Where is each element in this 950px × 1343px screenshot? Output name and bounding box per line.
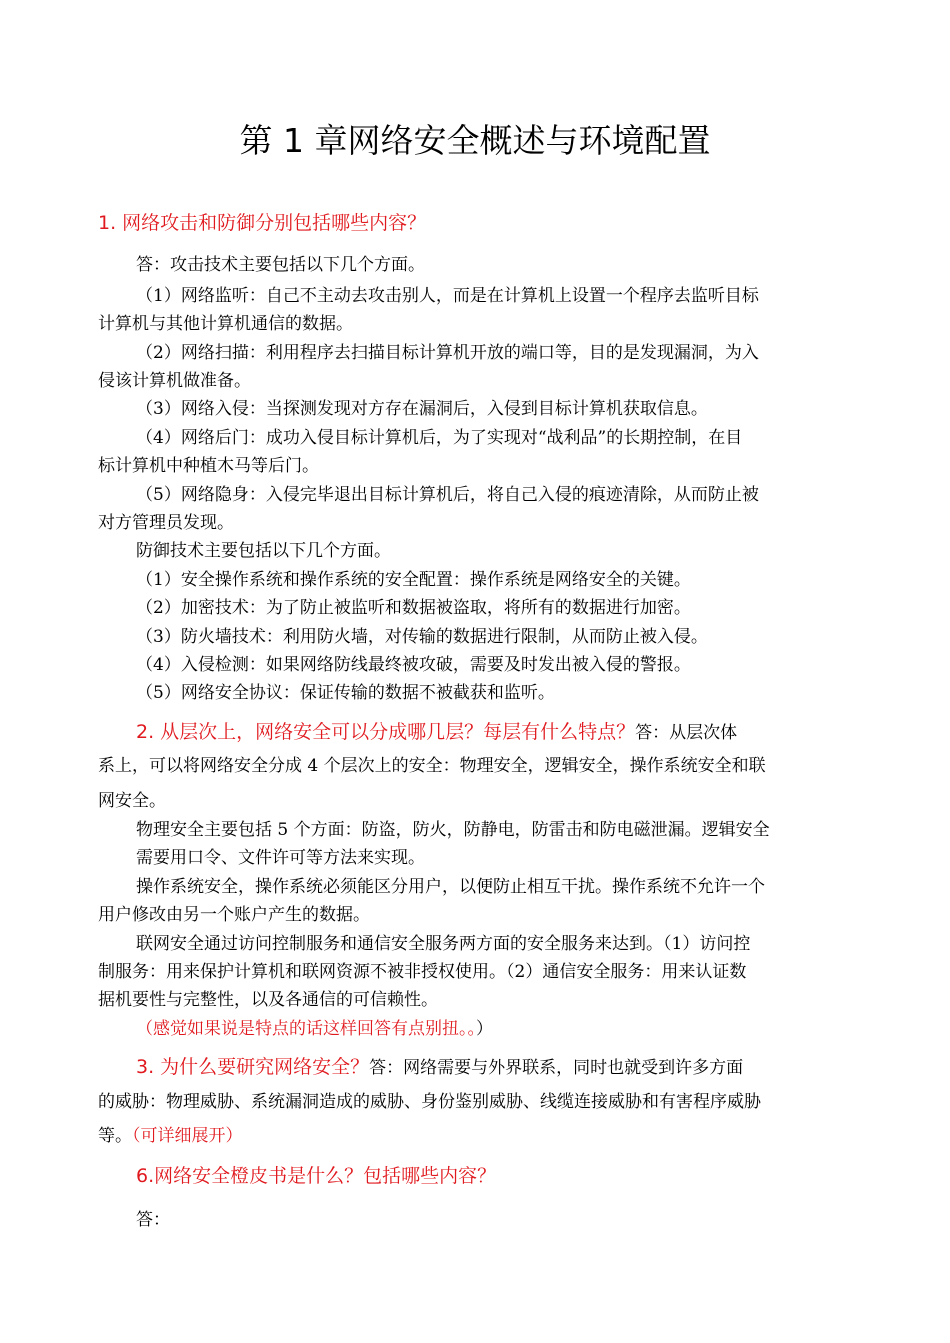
attack-item-5-cont: 对方管理员发现。 bbox=[98, 513, 234, 533]
defense-intro: 防御技术主要包括以下几个方面。 bbox=[136, 541, 391, 561]
question-3-answer-line-2: 的威胁：物理威胁、系统漏洞造成的威胁、身份鉴别威胁、线缆连接威胁和有害程序威胁 bbox=[98, 1092, 761, 1112]
question-2-answer-line-3: 网安全。 bbox=[98, 791, 166, 811]
attack-item-5: （5）网络隐身：入侵完毕退出目标计算机后，将自己入侵的痕迹清除，从而防止被 bbox=[136, 485, 759, 505]
defense-item-4: （4）入侵检测：如果网络防线最终被攻破，需要及时发出被入侵的警报。 bbox=[136, 655, 691, 675]
network-security-para-cont1: 制服务：用来保护计算机和联网资源不被非授权使用。（2）通信安全服务：用来认证数 bbox=[98, 962, 747, 982]
os-security-para: 操作系统安全，操作系统必须能区分用户，以便防止相互干扰。操作系统不允许一个 bbox=[136, 877, 765, 897]
network-security-para-cont2: 据机要性与完整性，以及各通信的可信赖性。 bbox=[98, 990, 438, 1010]
question-3-note: （可详细展开） bbox=[132, 1126, 243, 1146]
question-3-answer-start: 答：网络需要与外界联系，同时也就受到许多方面 bbox=[369, 1058, 744, 1078]
q2-note bbox=[136, 1016, 493, 1042]
attack-item-2-cont: 侵该计算机做准备。 bbox=[98, 371, 251, 391]
question-2-answer-start: 答：从层次体 bbox=[635, 723, 738, 743]
question-3-heading: 3. 为什么要研究网络安全？ bbox=[136, 1056, 370, 1078]
question-3-answer-end: 等。 bbox=[98, 1126, 132, 1146]
os-security-para-cont: 用户修改由另一个账户产生的数据。 bbox=[98, 905, 370, 925]
question-2-answer-line-2: 系上，可以将网络安全分成 4 个层次上的安全：物理安全，逻辑安全，操作系统安全和联 bbox=[98, 756, 766, 776]
attack-item-3: （3）网络入侵：当探测发现对方存在漏洞后，入侵到目标计算机获取信息。 bbox=[136, 399, 708, 419]
physical-security-para-cont: 需要用口令、文件许可等方法来实现。 bbox=[136, 848, 425, 868]
question-3-answer-line-3 bbox=[98, 1123, 243, 1149]
q2-note-text: 感觉如果说是特点的话这样回答有点别扭。。 bbox=[153, 1019, 476, 1039]
chapter-title: 第 1 章网络安全概述与环境配置 bbox=[239, 121, 711, 160]
q2-note-close: ） bbox=[476, 1019, 493, 1039]
defense-item-1: （1）安全操作系统和操作系统的安全配置：操作系统是网络安全的关键。 bbox=[136, 570, 691, 590]
question-6-answer: 答： bbox=[136, 1210, 170, 1230]
defense-item-2: （2）加密技术：为了防止被监听和数据被盗取，将所有的数据进行加密。 bbox=[136, 598, 691, 618]
defense-item-5: （5）网络安全协议：保证传输的数据不被截获和监听。 bbox=[136, 683, 555, 703]
attack-item-1-cont: 计算机与其他计算机通信的数据。 bbox=[98, 314, 353, 334]
attack-item-4: （4）网络后门：成功入侵目标计算机后，为了实现对“战利品”的长期控制，在目 bbox=[136, 428, 743, 448]
network-security-para: 联网安全通过访问控制服务和通信安全服务两方面的安全服务来达到。（1）访问控 bbox=[136, 934, 751, 954]
attack-item-4-cont: 标计算机中种植木马等后门。 bbox=[98, 456, 319, 476]
answer-intro: 答：攻击技术主要包括以下几个方面。 bbox=[136, 255, 425, 275]
attack-item-2: （2）网络扫描：利用程序去扫描目标计算机开放的端口等，目的是发现漏洞，为入 bbox=[136, 343, 759, 363]
defense-item-3: （3）防火墙技术：利用防火墙，对传输的数据进行限制，从而防止被入侵。 bbox=[136, 627, 708, 647]
physical-security-para: 物理安全主要包括 5 个方面：防盗，防火，防静电，防雷击和防电磁泄漏。逻辑安全 bbox=[136, 820, 770, 840]
question-2-heading: 2. 从层次上，网络安全可以分成哪几层？每层有什么特点？ bbox=[136, 721, 636, 743]
question-3-line bbox=[136, 1053, 743, 1082]
question-6-heading: 6.网络安全橙皮书是什么？包括哪些内容？ bbox=[136, 1165, 497, 1187]
question-1-heading: 1. 网络攻击和防御分别包括哪些内容？ bbox=[98, 212, 427, 234]
q2-note-open: （ bbox=[136, 1019, 153, 1039]
question-2-line bbox=[136, 718, 737, 747]
attack-item-1: （1）网络监听：自己不主动去攻击别人，而是在计算机上设置一个程序去监听目标 bbox=[136, 286, 759, 306]
